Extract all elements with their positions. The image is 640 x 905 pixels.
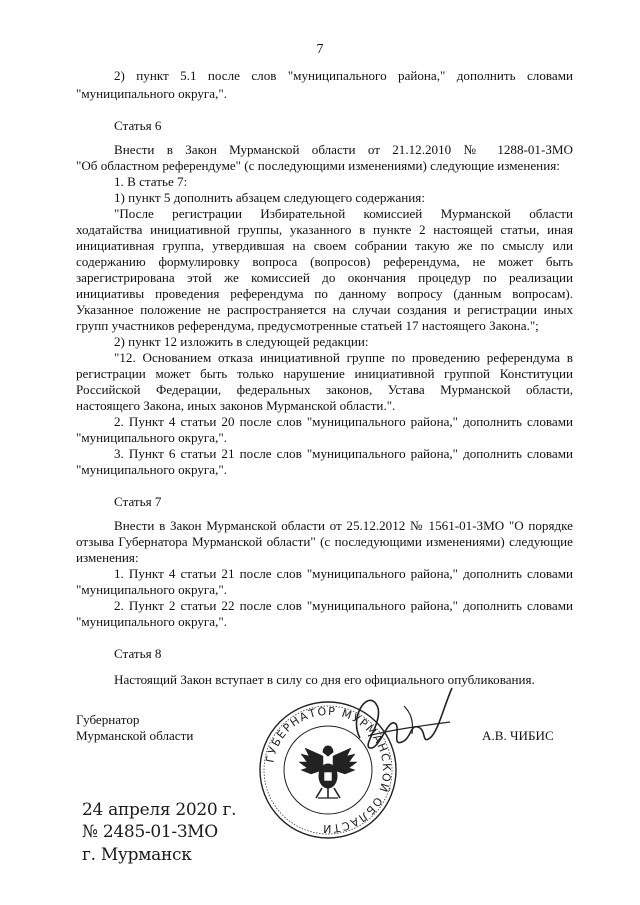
text-line: "муниципального округа,". bbox=[76, 430, 227, 445]
text-line: "муниципального округа,". bbox=[76, 614, 227, 629]
text-line: 2. Пункт 4 статьи 20 после слов "муниципального района," дополнить словами bbox=[114, 414, 573, 429]
signature bbox=[340, 676, 460, 766]
page-number: 7 bbox=[316, 42, 324, 57]
text-line: групп участников референдума, предусмотренные статьей 17 настоящего Закона."; bbox=[76, 318, 539, 333]
text-line: "Об областном референдуме" (с последующими изменениями) следующие изменения: bbox=[76, 158, 560, 173]
signatory-title: Губернатор bbox=[76, 712, 140, 727]
text-line: отзыва Губернатора Мурманской области" (с последующими изменениями) следующие bbox=[76, 534, 573, 549]
text-line: Внести в Закон Мурманской области от 21.12.2010 № 1288-01-ЗМО bbox=[114, 142, 573, 157]
text-line: Внести в Закон Мурманской области от 25.12.2012 № 1561-01-ЗМО "О порядке bbox=[114, 518, 573, 533]
text-line: "муниципального округа,". bbox=[76, 86, 227, 101]
text-line: 3. Пункт 6 статьи 21 после слов "муниципального района," дополнить словами bbox=[114, 446, 573, 461]
text-line: "муниципального округа,". bbox=[76, 462, 227, 477]
text-line: Настоящий Закон вступает в силу со дня его официального опубликования. bbox=[114, 672, 535, 687]
signatory-title-region: Мурманской области bbox=[76, 728, 194, 743]
text-line: 1. В статье 7: bbox=[114, 174, 188, 189]
signatory-name: А.В. ЧИБИС bbox=[482, 728, 554, 743]
document-date: 24 апреля 2020 г. bbox=[82, 800, 237, 820]
text-line: зарегистрирована этой же комиссией до окончания процедур по реализации bbox=[76, 270, 573, 285]
text-line: изменения: bbox=[76, 550, 139, 565]
text-line: инициативы проведения референдума по данному вопросу (данным вопросам). bbox=[76, 286, 573, 301]
article-heading: Статья 6 bbox=[114, 118, 162, 133]
article-heading: Статья 8 bbox=[114, 646, 162, 661]
article-heading: Статья 7 bbox=[114, 494, 162, 509]
text-line: 1. Пункт 4 статьи 21 после слов "муниципального района," дополнить словами bbox=[114, 566, 573, 581]
text-line: 2. Пункт 2 статьи 22 после слов "муниципального района," дополнить словами bbox=[114, 598, 573, 613]
text-line: 2) пункт 5.1 после слов "муниципального района," дополнить словами bbox=[114, 68, 573, 83]
text-line: регистрации может быть только нарушение инициативной группой Конституции bbox=[76, 366, 573, 381]
document-number: № 2485-01-ЗМО bbox=[82, 822, 218, 842]
seal-text: ГУБЕРНАТОР МУРМАНСКОЙ ОБЛАСТИ bbox=[263, 704, 394, 836]
text-line: ходатайства инициативной группы, указанного в пункте 2 настоящей статьи, иная bbox=[76, 222, 573, 237]
text-line: настоящего Закона, иных законов Мурманской области.". bbox=[76, 398, 396, 413]
text-line: 2) пункт 12 изложить в следующей редакции: bbox=[114, 334, 369, 349]
document-city: г. Мурманск bbox=[82, 845, 192, 865]
text-line: "После регистрации Избирательной комиссией Мурманской области bbox=[114, 206, 573, 221]
text-line: содержанию формулировку вопроса (вопросов) референдума, не может быть bbox=[76, 254, 573, 269]
text-line: Российской Федерации, федеральных законов, Устава Мурманской области, bbox=[76, 382, 573, 397]
text-line: "муниципального округа,". bbox=[76, 582, 227, 597]
text-line: "12. Основанием отказа инициативной группе по проведению референдума в bbox=[114, 350, 573, 365]
text-line: инициативная группа, утвердившая на своем собрании такую же по смыслу или bbox=[76, 238, 573, 253]
text-line: 1) пункт 5 дополнить абзацем следующего содержания: bbox=[114, 190, 425, 205]
text-line: Указанное положение не распространяется на случаи создания и регистрации иных bbox=[76, 302, 573, 317]
